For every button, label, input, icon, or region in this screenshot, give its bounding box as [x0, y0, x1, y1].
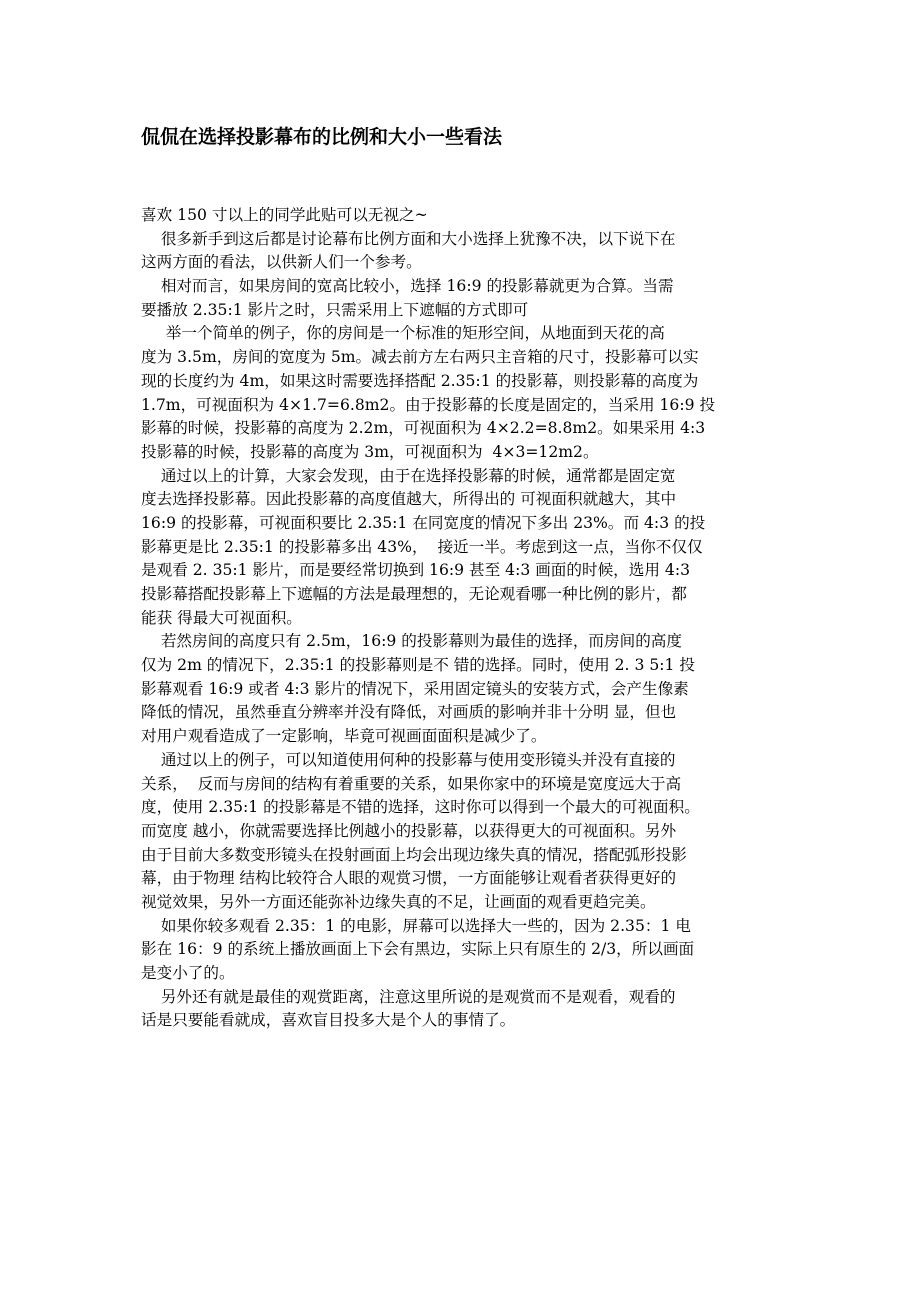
text-line: 话是只要能看就成，喜欢盲目投多大是个人的事情了。: [141, 1011, 516, 1030]
text-line: 通过以上的计算，大家会发现，由于在选择投影幕的时候，通常都是固定宽: [141, 466, 676, 485]
text-line: 是观看 2. 35:1 影片，而是要经常切换到 16:9 甚至 4:3 画面的时候，选用 4:3: [141, 561, 691, 580]
text-line: 喜欢 150 寸以上的同学此贴可以无视之~: [141, 206, 428, 224]
text-line: 如果你较多观看 2.35：1 的电影，屏幕可以选择大一些的，因为 2.35：1 电: [141, 916, 691, 935]
document-title: 侃侃在选择投影幕布的比例和大小一些看法: [141, 126, 503, 148]
text-line: 幕，由于物理 结构比较符合人眼的观赏习惯，一方面能够让观看者获得更好的: [141, 869, 677, 888]
text-line: 能获 得最大可视面积。: [141, 608, 302, 627]
text-line: 关系， 反而与房间的结构有着重要的关系，如果你家中的环境是宽度远大于高: [141, 774, 682, 793]
text-line: 投影幕搭配投影幕上下遮幅的方法是最理想的，无论观看哪一种比例的影片，都: [141, 585, 687, 603]
text-line: 仅为 2m 的情况下，2.35:1 的投影幕则是不 错的选择。同时，使用 2. 3 5:1 投: [141, 656, 695, 675]
text-line: 举一个简单的例子，你的房间是一个标准的矩形空间，从地面到天花的高: [141, 324, 665, 343]
text-line: 相对而言，如果房间的宽高比较小，选择 16:9 的投影幕就更为合算。当需: [141, 277, 674, 296]
text-line: 度去选择投影幕。因此投影幕的高度值越大，所得出的 可视面积就越大，其中: [141, 490, 677, 509]
text-line: 要播放 2.35:1 影片之时，只需采用上下遮幅的方式即可: [141, 300, 529, 319]
text-line: 这两方面的看法，以供新人们一个参考。: [141, 253, 422, 272]
text-line: 影幕更是比 2.35:1 的投影幕多出 43%， 接近一半。考虑到这一点，当你不仅仅: [141, 537, 703, 556]
text-line: 影幕观看 16:9 或者 4:3 影片的情况下，采用固定镜头的安装方式，会产生像素: [141, 679, 689, 698]
text-line: 度，使用 2.35:1 的投影幕是不错的选择，这时你可以得到一个最大的可视面积。: [141, 798, 700, 817]
text-line: 另外还有就是最佳的观赏距离，注意这里所说的是观赏而不是观看，观看的: [141, 987, 676, 1006]
text-line: 而宽度 越小，你就需要选择比例越小的投影幕，以获得更大的可视面积。另外: [141, 821, 677, 840]
text-line: 降低的情况，虽然垂直分辨率并没有降低，对画质的影响并非十分明 显，但也: [141, 703, 677, 722]
text-line: 很多新手到这后都是讨论幕布比例方面和大小选择上犹豫不决，以下说下在: [141, 229, 676, 248]
text-line: 通过以上的例子，可以知道使用何种的投影幕与使用变形镜头并没有直接的: [141, 750, 676, 769]
text-line: 是变小了的。: [141, 964, 235, 982]
text-line: 视觉效果，另外一方面还能弥补边缘失真的不足，让画面的观看更趋完美。: [141, 892, 656, 911]
text-line: 对用户观看造成了一定影响，毕竟可视画面面积是减少了。: [141, 727, 547, 746]
text-line: 由于目前大多数变形镜头在投射画面上均会出现边缘失真的情况，搭配弧形投影: [141, 845, 687, 864]
text-line: 现的长度约为 4m，如果这时需要选择搭配 2.35:1 的投影幕，则投影幕的高度为: [141, 371, 699, 390]
text-line: 度为 3.5m，房间的宽度为 5m。减去前方左右两只主音箱的尺寸，投影幕可以实: [141, 348, 699, 367]
document-body: [141, 204, 786, 1033]
text-line: 影在 16：9 的系统上播放画面上下会有黑边，实际上只有原生的 2/3，所以画面: [141, 940, 695, 959]
text-line: 投影幕的时候，投影幕的高度为 3m，可视面积为 4×3=12m2。: [141, 442, 599, 461]
text-line: 影幕的时候，投影幕的高度为 2.2m，可视面积为 4×2.2=8.8m2。如果采用 4:3: [141, 419, 706, 438]
text-line: 16:9 的投影幕，可视面积要比 2.35:1 在同宽度的情况下多出 23%。而 4:3 的投: [141, 513, 706, 532]
text-line: 若然房间的高度只有 2.5m，16:9 的投影幕则为最佳的选择，而房间的高度: [141, 632, 682, 651]
text-line: 1.7m，可视面积为 4×1.7=6.8m2。由于投影幕的长度是固定的，当采用 16:9 投: [141, 395, 716, 414]
